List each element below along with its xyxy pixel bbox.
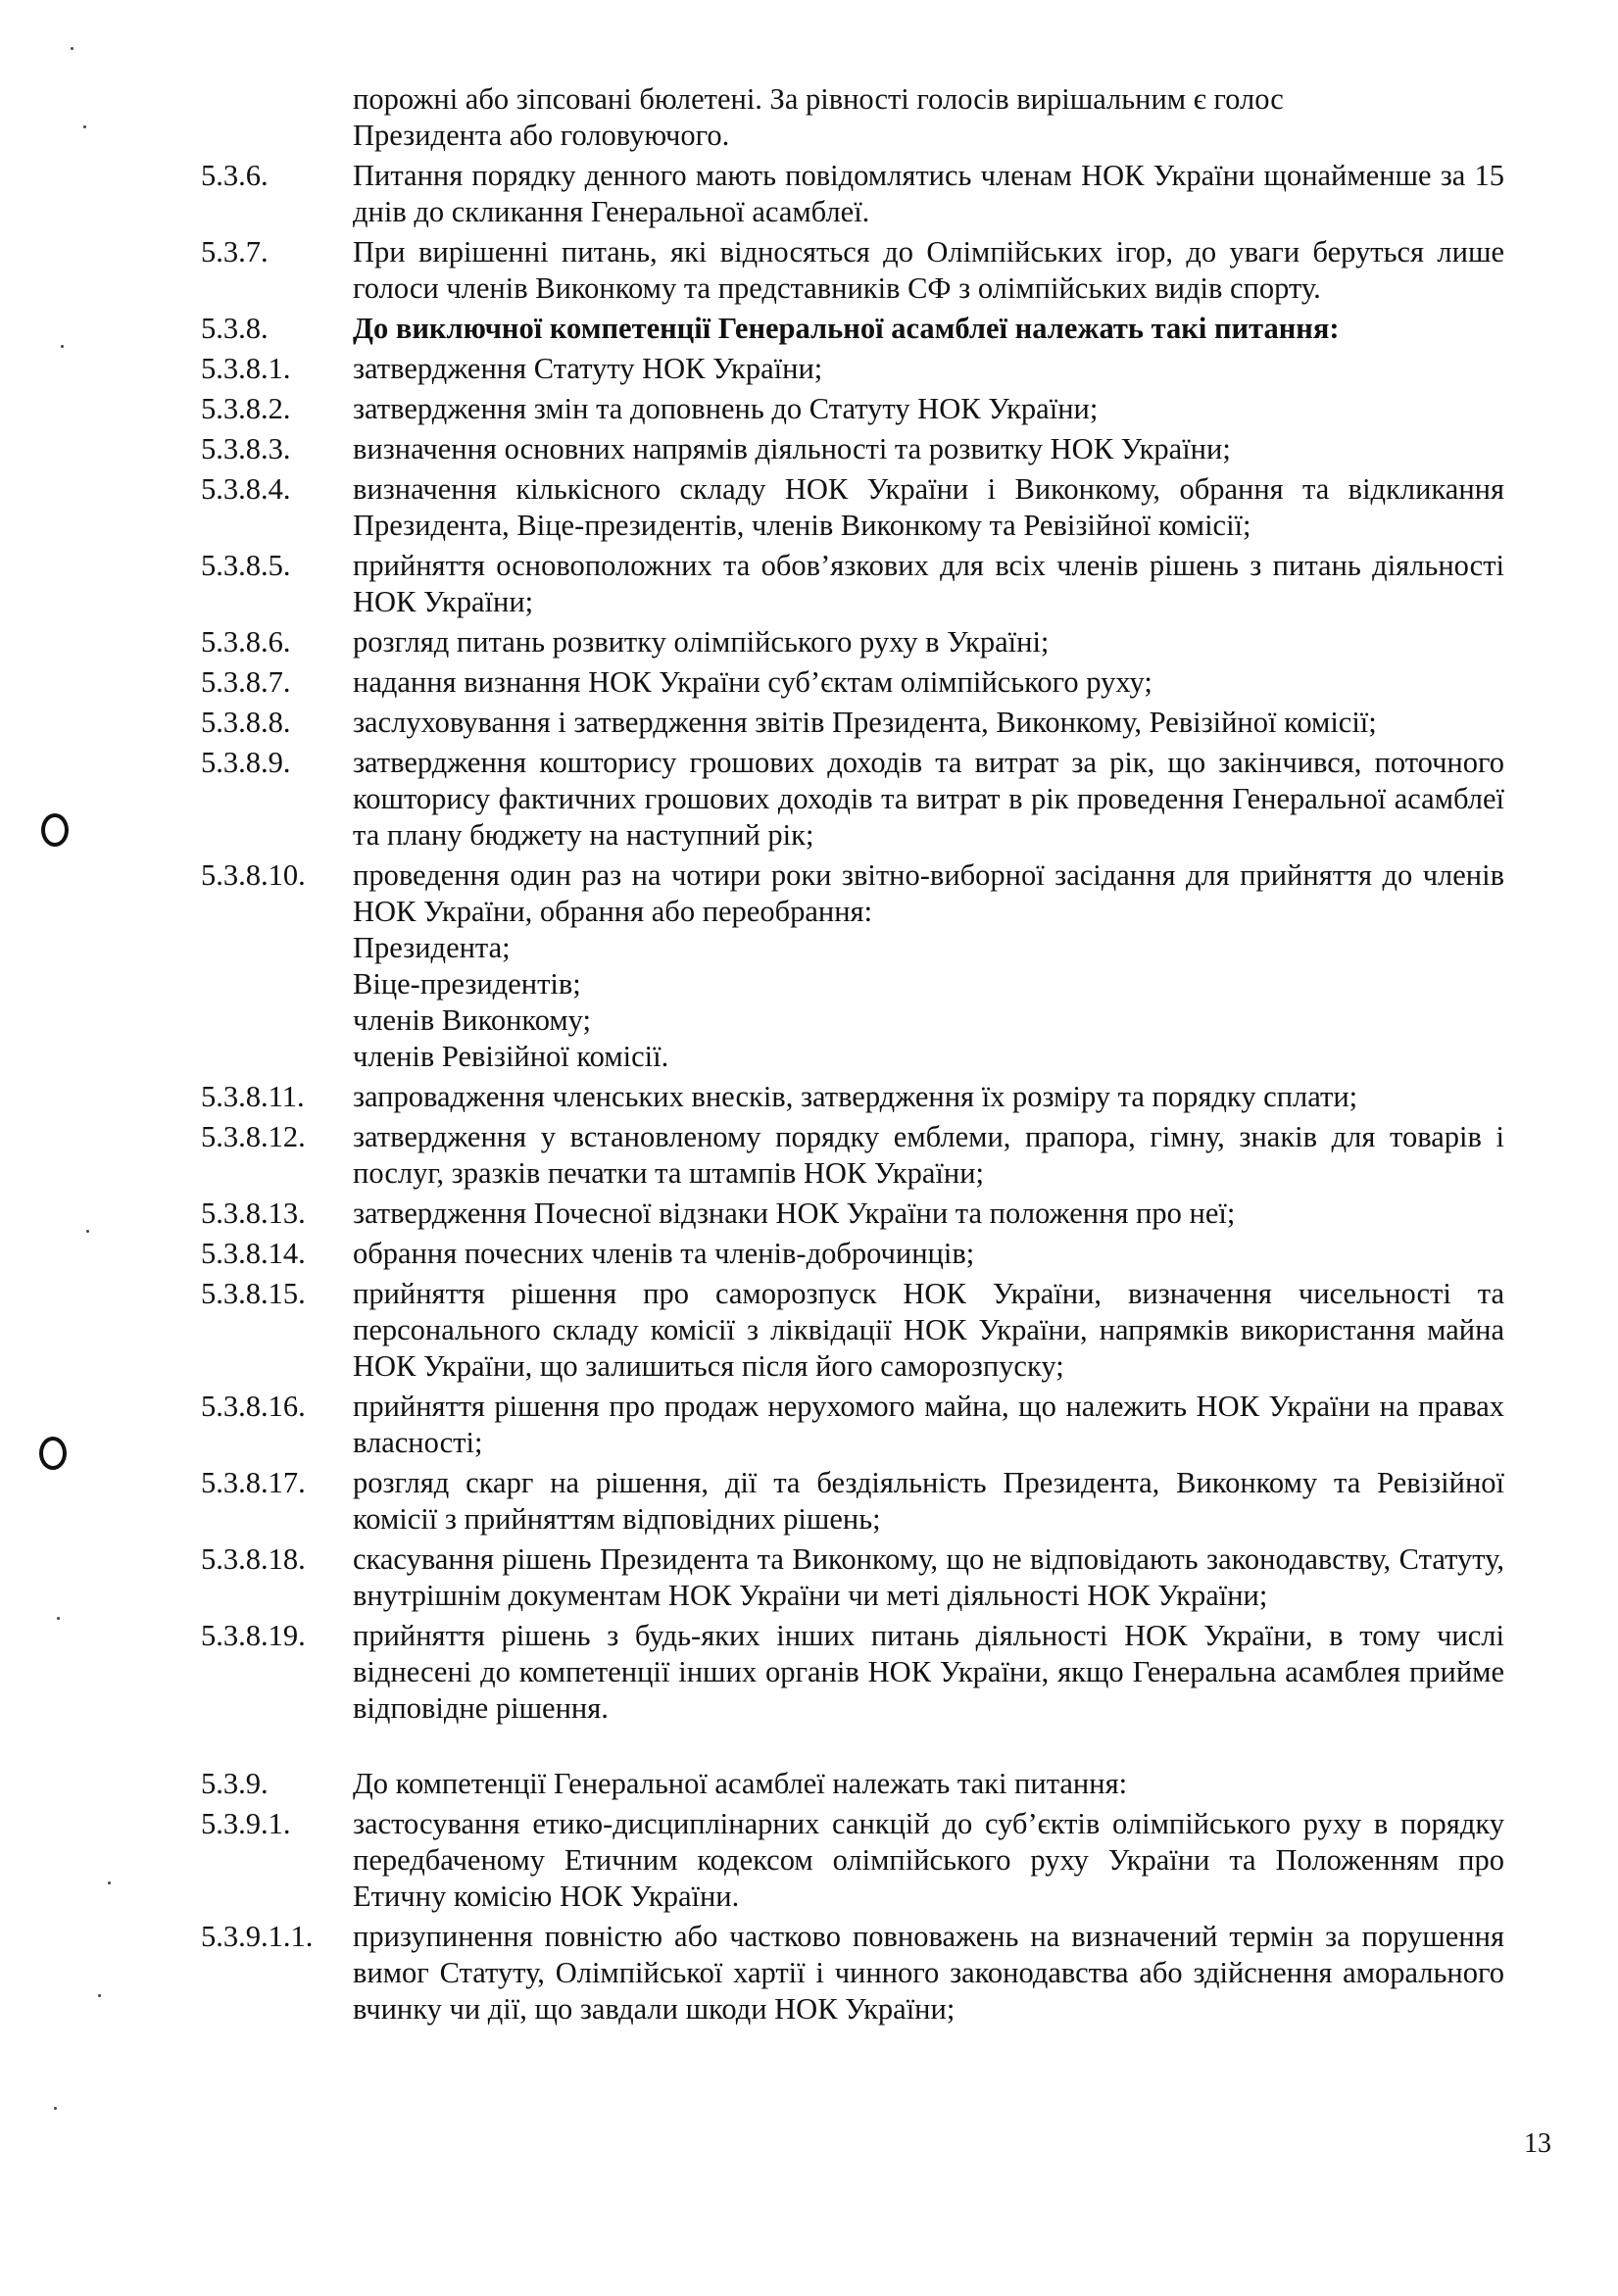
clause-number: 5.3.9.1. bbox=[201, 1807, 291, 1840]
clause-text: проведення один раз на чотири роки звітно-виборної засідання для прийняття до членів НОК України, обрання або переобрання: bbox=[353, 858, 1504, 928]
scan-speck bbox=[57, 1617, 60, 1620]
clause-5-3-8-14 bbox=[201, 1236, 1504, 1272]
sublist-item: членів Ревізійної комісії. bbox=[353, 1040, 669, 1073]
clause-5-3-8-18 bbox=[201, 1541, 1504, 1614]
clause-5-3-8-16 bbox=[201, 1389, 1504, 1461]
clause-number: 5.3.8.5. bbox=[201, 549, 291, 582]
clause-text: затвердження у встановленому порядку емблеми, прапора, гімну, знаків для товарів і послуг, зразків печатки та штампів НОК України; bbox=[353, 1120, 1504, 1190]
sublist-item: Президента; bbox=[353, 931, 511, 964]
clause-5-3-7 bbox=[201, 234, 1504, 307]
clause-number: 5.3.8.10. bbox=[201, 858, 306, 892]
scan-speck bbox=[61, 345, 64, 348]
sublist-item: Віце-президентів; bbox=[353, 967, 581, 1001]
clause-5-3-9-1-1 bbox=[201, 1919, 1504, 2027]
clause-text: розгляд питань розвитку олімпійського руху в Україні; bbox=[353, 625, 1050, 659]
clause-5-3-8-3 bbox=[201, 431, 1504, 467]
clause-number: 5.3.8.19. bbox=[201, 1619, 306, 1652]
page-number: 13 bbox=[1524, 2128, 1551, 2159]
clause-number: 5.3.8.11. bbox=[201, 1080, 305, 1113]
scan-speck bbox=[54, 2107, 57, 2110]
clause-number: 5.3.8.13. bbox=[201, 1197, 306, 1230]
punch-hole-mark bbox=[41, 813, 69, 847]
clause-5-3-8-8 bbox=[201, 705, 1504, 741]
clause-text: затвердження кошторису грошових доходів та витрат за рік, що закінчився, поточного кошторису фактичних грошових доходів та витрат в рік проведення Генеральної асамблеї та плану бюджету на наступний рік; bbox=[353, 746, 1504, 852]
clause-5-3-8-19 bbox=[201, 1618, 1504, 1727]
clause-text: обрання почесних членів та членів-доброчинців; bbox=[353, 1237, 975, 1270]
clause-number: 5.3.7. bbox=[201, 235, 269, 269]
clause-text: запровадження членських внесків, затвердження їх розміру та порядку сплати; bbox=[353, 1080, 1358, 1113]
sublist-item: членів Виконкому; bbox=[353, 1003, 591, 1037]
clause-text: При вирішенні питань, які відносяться до Олімпійських ігор, до уваги беруться лише голоси членів Виконкому та представників СФ з олімпійських видів спорту. bbox=[353, 235, 1504, 305]
clause-heading: До виключної компетенції Генеральної асамблеї належать такі питання: bbox=[353, 312, 1340, 345]
scan-speck bbox=[108, 1881, 111, 1884]
document-body bbox=[201, 81, 1504, 2027]
clause-text: визначення основних напрямів діяльності та розвитку НОК України; bbox=[353, 432, 1231, 465]
clause-text: призупинення повністю або частково повноважень на визначений термін за порушення вимог Статуту, Олімпійської хартії і чинного законодавства або здійснення аморального вчинку чи дії, що завдали шкоди НОК України; bbox=[353, 1920, 1504, 2026]
clause-number: 5.3.9.1.1. bbox=[201, 1920, 314, 1953]
punch-hole-mark bbox=[39, 1437, 67, 1470]
clause-5-3-8-15 bbox=[201, 1276, 1504, 1385]
clause-5-3-8 bbox=[201, 311, 1504, 347]
clause-text: застосування етико-дисциплінарних санкцій до суб’єктів олімпійського руху в порядку передбаченому Етичним кодексом олімпійського руху України та Положенням про Етичну комісію НОК України. bbox=[353, 1807, 1504, 1913]
clause-number: 5.3.8.12. bbox=[201, 1120, 306, 1153]
clause-5-3-8-13 bbox=[201, 1196, 1504, 1232]
clause-5-3-8-1 bbox=[201, 351, 1504, 387]
clause-text: затвердження Почесної відзнаки НОК України та положення про неї; bbox=[353, 1197, 1236, 1230]
clause-text: заслуховування і затвердження звітів Президента, Виконкому, Ревізійної комісії; bbox=[353, 706, 1377, 739]
clause-text: розгляд скарг на рішення, дії та бездіяльність Президента, Виконкому та Ревізійної комісії з прийняттям відповідних рішень; bbox=[353, 1466, 1504, 1536]
continuation-line: порожні або зіпсовані бюлетені. За рівності голосів вирішальним є голос bbox=[353, 82, 1284, 116]
clause-text: прийняття рішень з будь-яких інших питань діяльності НОК України, в тому числі віднесені до компетенції інших органів НОК України, якщо Генеральна асамблея прийме відповідне рішення. bbox=[353, 1619, 1504, 1725]
clause-text: скасування рішень Президента та Виконкому, що не відповідають законодавству, Статуту, внутрішнім документам НОК України чи меті діяльності НОК України; bbox=[353, 1542, 1504, 1612]
clause-5-3-8-2 bbox=[201, 391, 1504, 427]
clause-text: До компетенції Генеральної асамблеї належать такі питання: bbox=[353, 1767, 1128, 1800]
clause-number: 5.3.8.1. bbox=[201, 352, 291, 385]
clause-number: 5.3.8.4. bbox=[201, 472, 291, 506]
continuation-line: Президента або головуючого. bbox=[353, 119, 730, 152]
clause-number: 5.3.8.2. bbox=[201, 392, 291, 425]
clause-5-3-8-9 bbox=[201, 745, 1504, 854]
clause-text: затвердження Статуту НОК України; bbox=[353, 352, 823, 385]
clause-5-3-8-17 bbox=[201, 1465, 1504, 1538]
clause-5-3-8-10 bbox=[201, 857, 1504, 930]
clause-number: 5.3.8.15. bbox=[201, 1277, 306, 1310]
clause-5-3-8-5 bbox=[201, 548, 1504, 620]
clause-text: надання визнання НОК України суб’єктам олімпійського руху; bbox=[353, 665, 1152, 699]
clause-text: визначення кількісного складу НОК України і Виконкому, обрання та відкликання Президента, Віце-президентів, членів Виконкому та Ревізійної комісії; bbox=[353, 472, 1504, 542]
scan-speck bbox=[83, 125, 86, 128]
clause-5-3-6 bbox=[201, 158, 1504, 230]
clause-5-3-8-6 bbox=[201, 624, 1504, 660]
scan-speck bbox=[98, 1994, 101, 1997]
clause-5-3-8-11 bbox=[201, 1079, 1504, 1115]
clause-5-3-8-12 bbox=[201, 1119, 1504, 1192]
clause-number: 5.3.6. bbox=[201, 159, 269, 192]
clause-number: 5.3.8.16. bbox=[201, 1390, 306, 1423]
clause-number: 5.3.8.7. bbox=[201, 665, 291, 699]
clause-number: 5.3.8.17. bbox=[201, 1466, 306, 1499]
clause-text: прийняття основоположних та обов’язкових для всіх членів рішень з питань діяльності НОК України; bbox=[353, 549, 1504, 618]
scan-speck bbox=[71, 47, 74, 50]
clause-text: затвердження змін та доповнень до Статуту НОК України; bbox=[353, 392, 1099, 425]
clause-text: прийняття рішення про саморозпуск НОК України, визначення чисельності та персонального складу комісії з ліквідації НОК України, напрямків використання майна НОК України, що залишиться після його саморозпуску; bbox=[353, 1277, 1504, 1383]
clause-number: 5.3.8.9. bbox=[201, 746, 291, 779]
clause-number: 5.3.8.14. bbox=[201, 1237, 306, 1270]
clause-number: 5.3.9. bbox=[201, 1767, 269, 1800]
clause-text: прийняття рішення про продаж нерухомого майна, що належить НОК України на правах власності; bbox=[353, 1390, 1504, 1459]
clause-number: 5.3.8.18. bbox=[201, 1542, 306, 1576]
clause-5-3-8-4 bbox=[201, 471, 1504, 544]
clause-number: 5.3.8.3. bbox=[201, 432, 291, 465]
scan-speck bbox=[86, 1230, 89, 1233]
clause-5-3-9 bbox=[201, 1766, 1504, 1802]
clause-5-3-9-1 bbox=[201, 1806, 1504, 1915]
clause-number: 5.3.8.6. bbox=[201, 625, 291, 659]
clause-number: 5.3.8. bbox=[201, 312, 269, 345]
clause-text: Питання порядку денного мають повідомлятись членам НОК України щонайменше за 15 днів до скликання Генеральної асамблеї. bbox=[353, 159, 1504, 228]
clause-5-3-8-7 bbox=[201, 664, 1504, 701]
clause-number: 5.3.8.8. bbox=[201, 706, 291, 739]
